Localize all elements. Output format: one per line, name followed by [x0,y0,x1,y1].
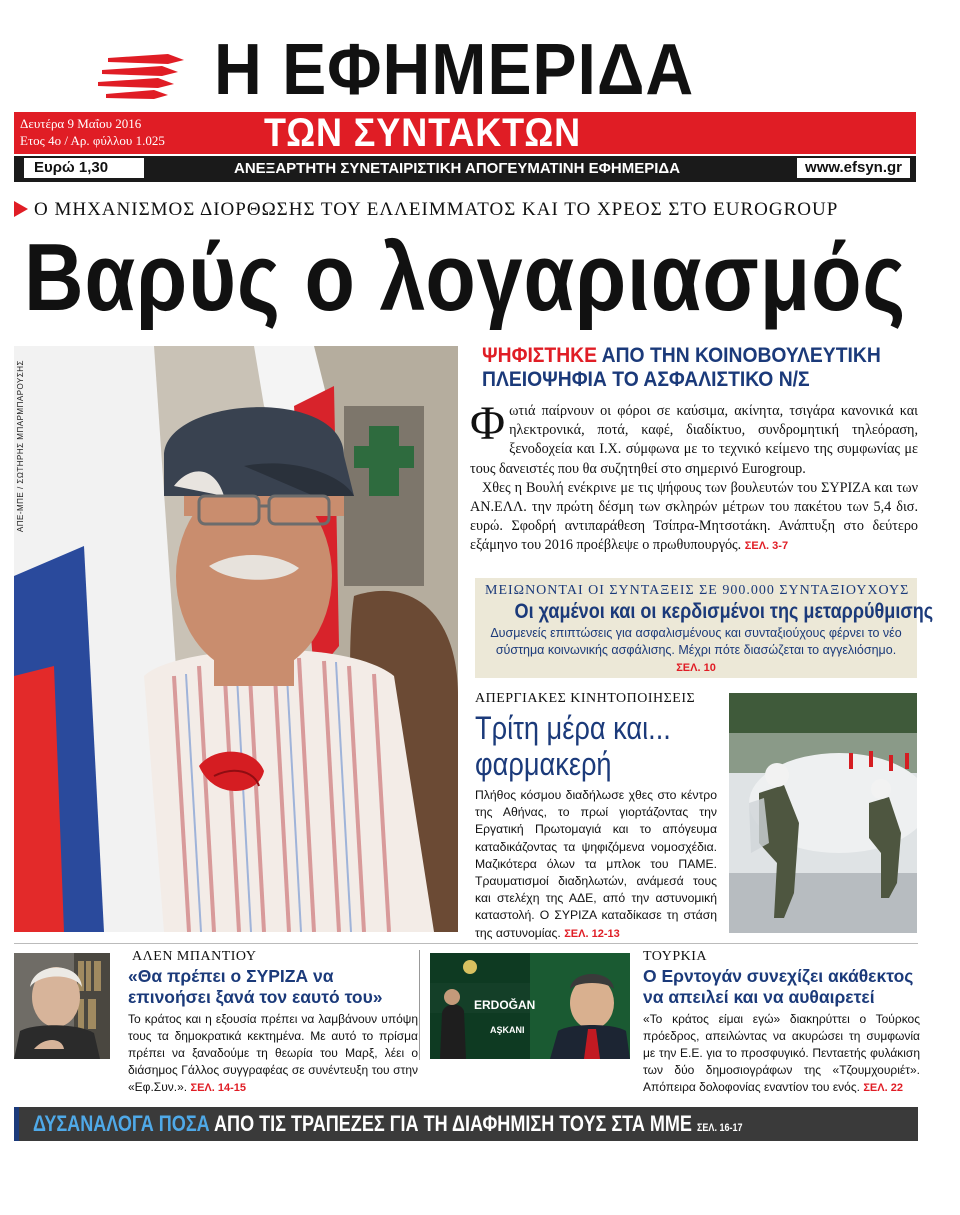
screen-text-erdogan: ERDOĞAN [474,998,536,1012]
lead-head-highlight: ΨΗΦΙΣΤΗΚΕ [482,344,597,367]
strike-body-block [475,787,717,943]
banner-page-ref[interactable]: ΣΕΛ. 16-17 [696,1122,743,1134]
lead-story-body [470,397,918,557]
strike-headline[interactable]: Τρίτη μέρα και... φαρμακερή [475,710,671,782]
price-tag: Ευρώ 1,30 [24,158,144,178]
pension-kicker: ΜΕΙΩΝΟΝΤΑΙ ΟΙ ΣΥΝΤΑΞΕΙΣ ΣΕ 900.000 ΣΥΝΤΑΞΙΟΥΧΟΥΣ [485,583,910,598]
strike-page-ref[interactable]: ΣΕΛ. 12-13 [564,927,620,940]
lead-para-2: Χθες η Βουλή ενέκρινε με τις ψήφους των βουλευτών του ΣΥΡΙΖΑ και των ΑΝ.ΕΛΛ. την πρώτη δέσμη των σκληρών μέτρων του πακέτου των 5,4 δισ. ευρώ. Σφοδρή αντιπαράθεση Τσίπρα-Μητσοτάκη. Ανάπτυξη στο δεύτερο εξάμηνο του 2016 προέβλεψε ο πρωθυπουργός. [470,479,918,554]
badiou-body-block [128,1011,418,1097]
turkey-body-block [643,1011,920,1097]
lead-story-headline[interactable]: ΨΗΦΙΣΤΗΚΕ ΑΠΟ ΤΗΝ ΚΟΙΝΟΒΟΥΛΕΥΤΙΚΗ ΠΛΕΙΟΨΗΦΙΑ ΤΟ ΑΣΦΑΛΙΣΤΙΚΟ Ν/Σ [482,344,887,392]
newspaper-subtitle: ΤΩΝ ΣΥΝΤΑΚΤΩΝ [264,111,582,155]
newspaper-title: Η ΕΦΗΜΕΡΙΔΑ [214,30,695,110]
riot-police-photo [729,693,917,933]
badiou-portrait-illustration [14,953,110,1059]
pension-headline: Οι χαμένοι και οι κερδισμένοι της μεταρρύθμισης [514,600,934,623]
arrow-right-icon [14,201,28,217]
badiou-page-ref[interactable]: ΣΕΛ. 14-15 [190,1082,246,1094]
column-divider [419,950,420,1060]
tagline: ΑΝΕΞΑΡΤΗΤΗ ΣΥΝΕΤΑΙΡΙΣΤΙΚΗ ΑΠΟΓΕΥΜΑΤΙΝΗ ΕΦΗΜΕΡΙΔΑ [234,160,681,177]
main-headline: Βαρύς ο λογαριασμός [24,224,907,331]
banner-text: ΑΠΟ ΤΙΣ ΤΡΑΠΕΖΕΣ ΓΙΑ ΤΗ ΔΙΑΦΗΜΙΣΗ ΤΟΥΣ ΣΤΑ ΜΜΕ [209,1111,692,1136]
masthead-black-band [14,156,916,182]
photo-credit: ΑΠΕ-ΜΠΕ / ΣΩΤΗΡΗΣ ΜΠΑΡΜΠΑΡΟΥΣΗΣ [16,360,25,533]
quill-pens-logo-icon [98,50,184,100]
website-link[interactable]: www.efsyn.gr [797,158,910,178]
strike-kicker: ΑΠΕΡΓΙΑΚΕΣ ΚΙΝΗΤΟΠΟΙΗΣΕΙΣ [475,691,696,706]
turkey-body: «Το κράτος είμαι εγώ» διακηρύττει ο Τούρκος πρόεδρος, απειλώντας να ακυρώσει τη συμφωνία με την Ε.Ε. για το προσφυγικό. Πενταετής φυλάκιση των δύο δημοσιογράφων της «Τζουμχουριέτ». Απόπειρα δολοφονίας εναντίον του ενός. [643,1012,920,1094]
turkey-headline[interactable]: Ο Ερντογάν συνεχίζει ακάθεκτος να απειλεί και να αυθαιρετεί [643,966,914,1007]
pension-reform-box[interactable] [475,578,934,678]
badiou-body: Το κράτος και η εξουσία πρέπει να λαμβάνουν υπόψη τους τα δημοκρατικά κεκτημένα. Με αυτό το πρίσμα πρέπει να ξαναδούμε τη θεωρία του Μαρξ, λέει ο διάσημος Γάλλος συγγραφέας σε συνέντευξη του στην «Εφ.Συν.». [128,1012,418,1094]
lead-para-1: ωτιά παίρνουν οι φόροι σε καύσιμα, ακίνητα, τσιγάρα κανονικά και ηλεκτρονικά, ποτά, καφέ, διαδίκτυο, συνδρομητική τηλεόραση, ξενοδοχεία και Ι.Χ. σύμφωνα με το τεχνικό κείμενο της συμφωνίας με τους δανειστές που θα συζητηθεί στο σημερινό Eurogroup. [470,403,918,477]
badiou-headline[interactable]: «Θα πρέπει ο ΣΥΡΙΖΑ να επινοήσει ξανά τον εαυτό του» [128,966,383,1007]
pension-page-ref[interactable]: ΣΕΛ. 10 [676,662,716,674]
issue-number: Ετος 4ο / Αρ. φύλλου 1.025 [20,133,165,148]
issue-date: Δευτέρα 9 Μαΐου 2016 [20,116,142,131]
section-divider [14,943,918,944]
strike-body: Πλήθος κόσμου διαδήλωσε χθες στο κέντρο της Αθήνας, το πρωί γιορτάζοντας την Εργατική Πρωτομαγιά και το απόγευμα καταδικάζοντας τα ψηφιζόμενα νομοσχέδια. Μαζικότερα όλων τα μπλοκ του ΠΑΜΕ. Τραυματισμοί διαδηλωτών, ανάμεσά τους και στελέχη της ΑΔΕ, από την αστυνομική καταστολή. Ο ΣΥΡΙΖΑ καταδίκασε τη στάση της αστυνομίας. [475,788,717,940]
protester-illustration [14,346,458,932]
erdogan-illustration [430,953,630,1059]
main-photo-protester [14,346,458,932]
screen-text-baskani: AŞKANI [490,1025,525,1035]
turkey-kicker: ΤΟΥΡΚΙΑ [643,949,707,964]
date-issue-block [20,115,165,149]
badiou-portrait-photo [14,953,110,1059]
bottom-banner[interactable] [14,1107,918,1141]
drop-cap: Φ [470,397,506,450]
pension-body: Δυσμενείς επιπτώσεις για ασφαλισμένους και συνταξιούχους φέρνει το νέο σύστημα κοινωνικής ασφάλισης. Μέχρι πότε διασώζεται το αγγελιόσημο. [490,626,902,657]
masthead [14,30,934,182]
turkey-page-ref[interactable]: ΣΕΛ. 22 [863,1082,903,1094]
badiou-kicker: ΑΛΕΝ ΜΠΑΝΤΙΟΥ [132,949,257,964]
masthead-red-band [14,112,916,154]
main-kicker: Ο ΜΗΧΑΝΙΣΜΟΣ ΔΙΟΡΘΩΣΗΣ ΤΟΥ ΕΛΛΕΙΜΜΑΤΟΣ ΚΑΙ ΤΟ ΧΡΕΟΣ ΣΤΟ EUROGROUP [14,199,838,221]
lead-page-ref[interactable]: ΣΕΛ. 3-7 [744,540,789,553]
riot-police-illustration [729,693,917,933]
banner-accent: ΔΥΣΑΝΑΛΟΓΑ ΠΟΣΑ [33,1111,210,1136]
lead-head-line2: ΠΛΕΙΟΨΗΦΙΑ ΤΟ ΑΣΦΑΛΙΣΤΙΚΟ Ν/Σ [482,368,810,391]
erdogan-photo [430,953,630,1059]
